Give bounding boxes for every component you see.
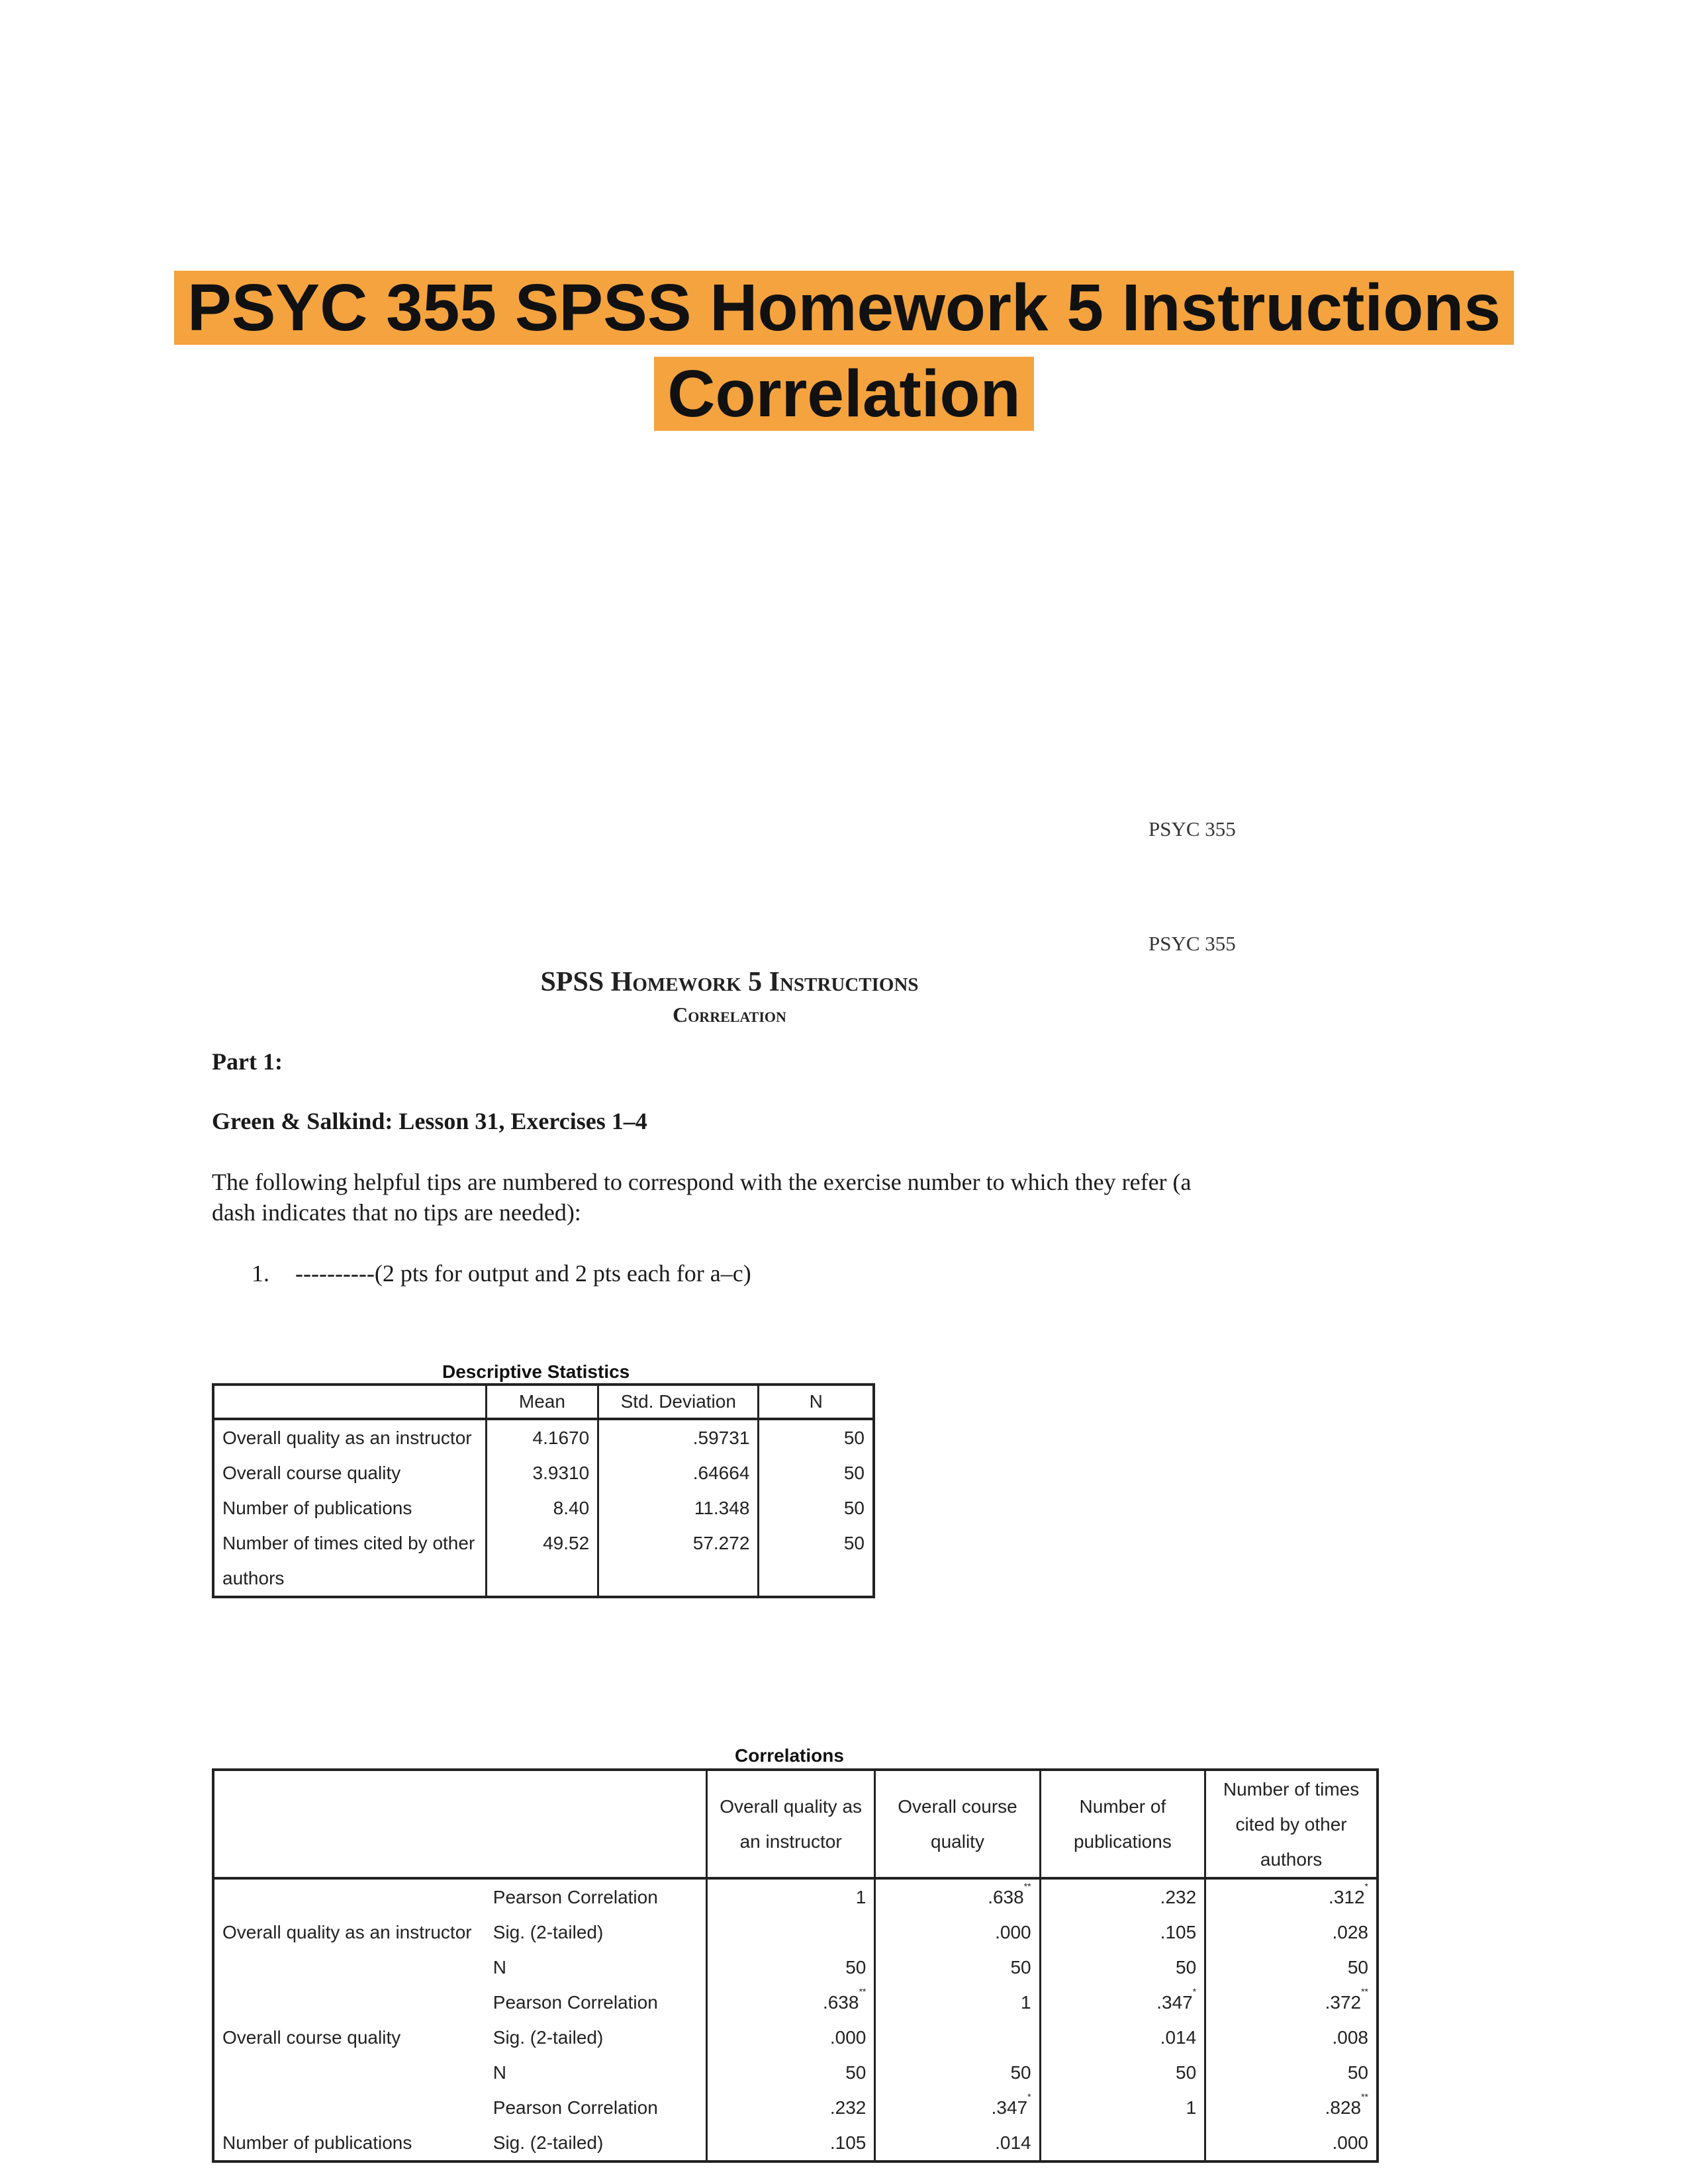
sig-cell: .000 [706, 2020, 874, 2055]
table-row [213, 1525, 874, 1597]
sd-cell: 57.272 [598, 1525, 759, 1597]
correlation-cell: .232 [706, 2090, 874, 2125]
table-row [213, 1490, 874, 1525]
header-cell: Number of publications [1040, 1770, 1205, 1878]
variable-label: Overall course quality [222, 2027, 401, 2048]
stat-label: Sig. (2-tailed) [492, 1922, 604, 1942]
stat-label: N [492, 1957, 507, 1978]
n-cell: 50 [759, 1455, 874, 1490]
stat-label: Sig. (2-tailed) [492, 2027, 604, 2048]
scan-heading: SPSS Homework 5 Instructions [540, 967, 919, 997]
table-header-row [213, 1385, 874, 1419]
scan-subheading: Correlation [673, 1003, 786, 1026]
stat-label: N [492, 2062, 507, 2083]
stat-label: Pearson Correlation [492, 1992, 658, 2013]
correlation-cell: .828** [1205, 2090, 1378, 2125]
sig-cell: .028 [1205, 1915, 1378, 1950]
correlation-cell: .347* [875, 2090, 1040, 2125]
row-label: Overall quality as an instructor [222, 1428, 472, 1448]
n-cell: 50 [759, 1525, 874, 1597]
sd-cell: .59731 [598, 1419, 759, 1455]
document-title-line-2: Correlation [0, 351, 1688, 437]
course-label: PSYC 355 [1149, 817, 1236, 841]
tips-intro: The following helpful tips are numbered to correspond with the exercise number to which they refer (a dash indicates that no tips are needed): [212, 1169, 1192, 1226]
n-cell: 50 [759, 1490, 874, 1525]
item-number: 1. [252, 1260, 269, 1287]
table-row [213, 1455, 874, 1490]
header-cell: Mean [486, 1385, 598, 1419]
correlations-table [212, 1768, 1379, 2163]
stat-label: Pearson Correlation [492, 1887, 658, 1907]
row-label: Number of publications [222, 1498, 412, 1518]
table-row [213, 1419, 874, 1455]
sig-cell: .000 [1205, 2125, 1378, 2161]
correlation-cell: .347* [1040, 1985, 1205, 2020]
header-cell: Number of times cited by other authors [1205, 1770, 1378, 1878]
sig-cell: .000 [875, 1915, 1040, 1950]
row-label: Number of times cited by other authors [222, 1533, 475, 1588]
n-cell: 50 [759, 1419, 874, 1455]
correlation-cell: .232 [1040, 1878, 1205, 1915]
sig-cell [1040, 2125, 1205, 2161]
correlation-cell: 1 [875, 1985, 1040, 2020]
sig-cell [875, 2020, 1040, 2055]
sd-cell: 11.348 [598, 1490, 759, 1525]
item-text: ----------(2 pts for output and 2 pts each for a–c) [295, 1260, 751, 1287]
descriptive-table-title: Descriptive Statistics [442, 1361, 630, 1382]
correlations-table-title: Correlations [735, 1745, 844, 1766]
document-title-line-1: PSYC 355 SPSS Homework 5 Instructions [0, 265, 1688, 351]
sd-cell: .64664 [598, 1455, 759, 1490]
header-cell: Overall course quality [875, 1770, 1040, 1878]
variable-label: Number of publications [222, 2132, 412, 2153]
table-row [213, 1985, 1378, 2020]
mean-cell: 3.9310 [486, 1455, 598, 1490]
header-cell: Overall quality as an instructor [706, 1770, 874, 1878]
header-cell: N [759, 1385, 874, 1419]
correlation-cell: 1 [706, 1878, 874, 1915]
sig-cell: .014 [875, 2125, 1040, 2161]
row-label: Overall course quality [222, 1463, 401, 1483]
correlation-cell: 1 [1040, 2090, 1205, 2125]
part-label: Part 1: [212, 1048, 283, 1075]
mean-cell: 49.52 [486, 1525, 598, 1597]
sig-cell: .105 [1040, 1915, 1205, 1950]
correlation-cell: .372** [1205, 1985, 1378, 2020]
header-cell: Std. Deviation [598, 1385, 759, 1419]
n-cell: 50 [1205, 2055, 1378, 2090]
correlation-cell: .638** [875, 1878, 1040, 1915]
n-cell: 50 [706, 2055, 874, 2090]
n-cell: 50 [706, 1950, 874, 1985]
header-cell [213, 1385, 486, 1419]
stat-label: Pearson Correlation [492, 2097, 658, 2118]
variable-label: Overall quality as an instructor [222, 1922, 472, 1942]
table-row [213, 1878, 1378, 1915]
n-cell: 50 [875, 1950, 1040, 1985]
exercise-item-1 [252, 1259, 751, 1287]
correlation-cell: .312* [1205, 1878, 1378, 1915]
lesson-reference: Green & Salkind: Lesson 31, Exercises 1–4 [212, 1108, 647, 1134]
sig-cell [706, 1915, 874, 1950]
sig-cell: .008 [1205, 2020, 1378, 2055]
stat-label: Sig. (2-tailed) [492, 2132, 604, 2153]
mean-cell: 8.40 [486, 1490, 598, 1525]
table-header-row [213, 1770, 1378, 1878]
n-cell: 50 [1205, 1950, 1378, 1985]
sig-cell: .014 [1040, 2020, 1205, 2055]
mean-cell: 4.1670 [486, 1419, 598, 1455]
course-label: PSYC 355 [1149, 932, 1236, 955]
n-cell: 50 [1040, 2055, 1205, 2090]
sig-cell: .105 [706, 2125, 874, 2161]
n-cell: 50 [1040, 1950, 1205, 1985]
descriptive-statistics-table [212, 1383, 875, 1598]
table-row [213, 2090, 1378, 2125]
header-cell-blank [213, 1770, 706, 1878]
correlation-cell: .638** [706, 1985, 874, 2020]
n-cell: 50 [875, 2055, 1040, 2090]
